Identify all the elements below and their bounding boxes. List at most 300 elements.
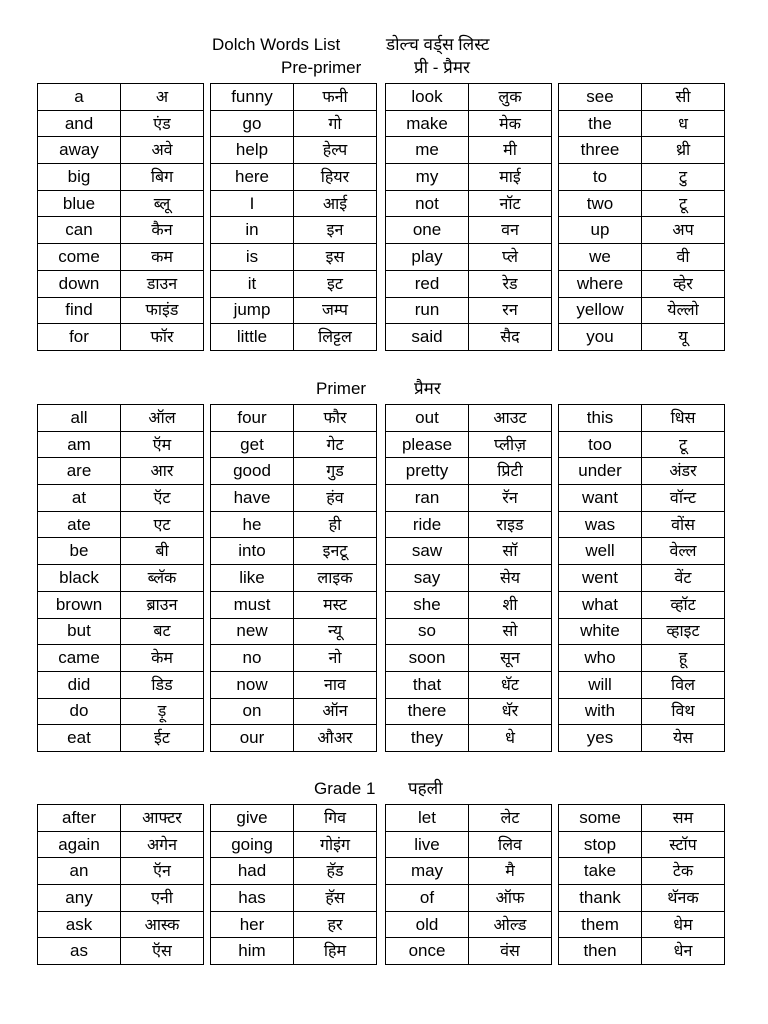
hindi-transliteration: धे <box>469 725 552 752</box>
section-name-hindi: प्री - प्रैमर <box>414 58 470 77</box>
hindi-transliteration: प्लीज़ <box>469 431 552 458</box>
hindi-transliteration: वी <box>642 244 725 271</box>
word-row <box>386 618 552 645</box>
hindi-transliteration: मस्ट <box>294 591 377 618</box>
english-word: they <box>386 725 469 752</box>
word-row <box>211 137 377 164</box>
english-word: see <box>559 84 642 111</box>
english-word: in <box>211 217 294 244</box>
hindi-transliteration: हू <box>642 645 725 672</box>
english-word: soon <box>386 645 469 672</box>
english-word: come <box>38 244 121 271</box>
english-word: and <box>38 110 121 137</box>
hindi-transliteration: डिड <box>121 671 204 698</box>
word-row <box>211 618 377 645</box>
word-row <box>211 511 377 538</box>
word-row <box>38 485 204 512</box>
word-row <box>559 725 725 752</box>
english-word: ride <box>386 511 469 538</box>
hindi-transliteration: आर <box>121 458 204 485</box>
hindi-transliteration: एनी <box>121 885 204 912</box>
word-row <box>386 698 552 725</box>
hindi-transliteration: विथ <box>642 698 725 725</box>
word-row <box>38 431 204 458</box>
english-word: but <box>38 618 121 645</box>
word-row <box>559 591 725 618</box>
english-word: well <box>559 538 642 565</box>
english-word: as <box>38 938 121 965</box>
hindi-transliteration: हॅस <box>294 885 377 912</box>
word-row <box>38 190 204 217</box>
hindi-transliteration: बट <box>121 618 204 645</box>
hindi-transliteration: हियर <box>294 164 377 191</box>
english-word: please <box>386 431 469 458</box>
hindi-transliteration: आउट <box>469 405 552 432</box>
hindi-transliteration: ब्राउन <box>121 591 204 618</box>
word-row <box>386 511 552 538</box>
word-row <box>559 297 725 324</box>
english-word: yellow <box>559 297 642 324</box>
hindi-transliteration: फॉर <box>121 324 204 351</box>
word-table-pre-primer-col-2 <box>210 83 377 351</box>
section-name-hindi: प्रैमर <box>414 379 441 398</box>
english-word: want <box>559 485 642 512</box>
word-row <box>559 431 725 458</box>
hindi-transliteration: ईट <box>121 725 204 752</box>
hindi-transliteration: केम <box>121 645 204 672</box>
word-row <box>559 858 725 885</box>
hindi-transliteration: फौर <box>294 405 377 432</box>
english-word: all <box>38 405 121 432</box>
english-word: must <box>211 591 294 618</box>
hindi-transliteration: डाउन <box>121 270 204 297</box>
word-row <box>211 671 377 698</box>
hindi-transliteration: लुक <box>469 84 552 111</box>
word-row <box>559 458 725 485</box>
english-word: going <box>211 831 294 858</box>
hindi-transliteration: ब्लू <box>121 190 204 217</box>
word-row <box>38 805 204 832</box>
section-name-hindi: पहली <box>408 779 443 798</box>
section-name-english: Grade 1 <box>314 779 376 798</box>
english-word: my <box>386 164 469 191</box>
english-word: like <box>211 565 294 592</box>
word-row <box>38 885 204 912</box>
word-row <box>559 137 725 164</box>
hindi-transliteration: ऍन <box>121 858 204 885</box>
title-english: Dolch Words List <box>212 35 341 54</box>
english-word: give <box>211 805 294 832</box>
word-row <box>38 618 204 645</box>
hindi-transliteration: टू <box>642 431 725 458</box>
english-word: two <box>559 190 642 217</box>
english-word: a <box>38 84 121 111</box>
hindi-transliteration: टू <box>642 190 725 217</box>
word-row <box>211 538 377 565</box>
english-word: white <box>559 618 642 645</box>
word-row <box>38 565 204 592</box>
hindi-transliteration: फनी <box>294 84 377 111</box>
word-row <box>386 217 552 244</box>
hindi-transliteration: मेक <box>469 110 552 137</box>
english-word: she <box>386 591 469 618</box>
hindi-transliteration: वॉन्ट <box>642 485 725 512</box>
word-row <box>386 84 552 111</box>
english-word: what <box>559 591 642 618</box>
hindi-transliteration: शी <box>469 591 552 618</box>
hindi-transliteration: गोइंग <box>294 831 377 858</box>
word-row <box>559 164 725 191</box>
hindi-transliteration: व्हेर <box>642 270 725 297</box>
hindi-transliteration: इस <box>294 244 377 271</box>
word-row <box>386 270 552 297</box>
english-word: who <box>559 645 642 672</box>
hindi-transliteration: वन <box>469 217 552 244</box>
word-row <box>211 831 377 858</box>
english-word: did <box>38 671 121 698</box>
word-row <box>559 538 725 565</box>
hindi-transliteration: रॅन <box>469 485 552 512</box>
word-row <box>38 84 204 111</box>
english-word: then <box>559 938 642 965</box>
english-word: get <box>211 431 294 458</box>
hindi-transliteration: अप <box>642 217 725 244</box>
word-row <box>38 137 204 164</box>
word-row <box>386 858 552 885</box>
word-row <box>211 217 377 244</box>
hindi-transliteration: फाइंड <box>121 297 204 324</box>
english-word: came <box>38 645 121 672</box>
english-word: on <box>211 698 294 725</box>
english-word: was <box>559 511 642 538</box>
hindi-transliteration: अंडर <box>642 458 725 485</box>
hindi-transliteration: ड़ू <box>121 698 204 725</box>
english-word: out <box>386 405 469 432</box>
word-row <box>559 324 725 351</box>
english-word: ran <box>386 485 469 512</box>
word-row <box>559 244 725 271</box>
hindi-transliteration: थॅनक <box>642 885 725 912</box>
english-word: so <box>386 618 469 645</box>
hindi-transliteration: गो <box>294 110 377 137</box>
english-word: away <box>38 137 121 164</box>
hindi-transliteration: धेन <box>642 938 725 965</box>
english-word: no <box>211 645 294 672</box>
word-row <box>38 164 204 191</box>
word-row <box>386 244 552 271</box>
hindi-transliteration: कम <box>121 244 204 271</box>
word-row <box>211 565 377 592</box>
english-word: good <box>211 458 294 485</box>
english-word: take <box>559 858 642 885</box>
english-word: are <box>38 458 121 485</box>
english-word: live <box>386 831 469 858</box>
hindi-transliteration: टेक <box>642 858 725 885</box>
hindi-transliteration: वेल्ल <box>642 538 725 565</box>
word-row <box>386 324 552 351</box>
english-word: said <box>386 324 469 351</box>
word-row <box>211 297 377 324</box>
word-row <box>386 831 552 858</box>
hindi-transliteration: सम <box>642 805 725 832</box>
hindi-transliteration: रन <box>469 297 552 324</box>
english-word: saw <box>386 538 469 565</box>
hindi-transliteration: प्रिटी <box>469 458 552 485</box>
hindi-transliteration: गुड <box>294 458 377 485</box>
hindi-transliteration: नॉट <box>469 190 552 217</box>
word-row <box>559 671 725 698</box>
english-word: ask <box>38 911 121 938</box>
hindi-transliteration: कैन <box>121 217 204 244</box>
word-row <box>386 805 552 832</box>
hindi-transliteration: लिट्टल <box>294 324 377 351</box>
word-row <box>211 458 377 485</box>
hindi-transliteration: धेम <box>642 911 725 938</box>
hindi-transliteration: ऑफ <box>469 885 552 912</box>
word-row <box>38 858 204 885</box>
word-row <box>386 110 552 137</box>
word-row <box>211 885 377 912</box>
word-row <box>38 671 204 698</box>
english-word: here <box>211 164 294 191</box>
hindi-transliteration: धॅट <box>469 671 552 698</box>
english-word: may <box>386 858 469 885</box>
word-row <box>211 190 377 217</box>
hindi-transliteration: इन <box>294 217 377 244</box>
hindi-transliteration: लिव <box>469 831 552 858</box>
english-word: her <box>211 911 294 938</box>
english-word: three <box>559 137 642 164</box>
english-word: again <box>38 831 121 858</box>
english-word: some <box>559 805 642 832</box>
hindi-transliteration: मै <box>469 858 552 885</box>
english-word: this <box>559 405 642 432</box>
hindi-transliteration: गिव <box>294 805 377 832</box>
english-word: have <box>211 485 294 512</box>
english-word: say <box>386 565 469 592</box>
english-word: big <box>38 164 121 191</box>
hindi-transliteration: सी <box>642 84 725 111</box>
hindi-transliteration: रेड <box>469 270 552 297</box>
hindi-transliteration: विल <box>642 671 725 698</box>
title-hindi: डोल्च वर्ड्स लिस्ट <box>386 35 490 54</box>
english-word: we <box>559 244 642 271</box>
word-row <box>386 164 552 191</box>
word-row <box>559 698 725 725</box>
word-table-pre-primer-col-1 <box>37 83 204 351</box>
word-row <box>38 511 204 538</box>
word-row <box>38 698 204 725</box>
english-word: of <box>386 885 469 912</box>
english-word: he <box>211 511 294 538</box>
english-word: four <box>211 405 294 432</box>
english-word: pretty <box>386 458 469 485</box>
hindi-transliteration: धिस <box>642 405 725 432</box>
word-row <box>386 645 552 672</box>
hindi-transliteration: हंव <box>294 485 377 512</box>
hindi-transliteration: बी <box>121 538 204 565</box>
word-row <box>559 217 725 244</box>
hindi-transliteration: आफ्टर <box>121 805 204 832</box>
hindi-transliteration: नाव <box>294 671 377 698</box>
word-row <box>386 938 552 965</box>
english-word: has <box>211 885 294 912</box>
english-word: black <box>38 565 121 592</box>
hindi-transliteration: औअर <box>294 725 377 752</box>
word-table-grade-1-col-4 <box>558 804 725 965</box>
english-word: help <box>211 137 294 164</box>
english-word: not <box>386 190 469 217</box>
hindi-transliteration: स्टॉप <box>642 831 725 858</box>
hindi-transliteration: ओल्ड <box>469 911 552 938</box>
hindi-transliteration: वेंट <box>642 565 725 592</box>
hindi-transliteration: हर <box>294 911 377 938</box>
english-word: under <box>559 458 642 485</box>
document-title <box>0 33 768 57</box>
word-row <box>211 324 377 351</box>
hindi-transliteration: सैद <box>469 324 552 351</box>
hindi-transliteration: गेट <box>294 431 377 458</box>
hindi-transliteration: हेल्प <box>294 137 377 164</box>
word-row <box>559 190 725 217</box>
hindi-transliteration: मी <box>469 137 552 164</box>
english-word: funny <box>211 84 294 111</box>
hindi-transliteration: इनटू <box>294 538 377 565</box>
hindi-transliteration: ही <box>294 511 377 538</box>
english-word: new <box>211 618 294 645</box>
english-word: I <box>211 190 294 217</box>
word-row <box>559 805 725 832</box>
word-table-grade-1-col-1 <box>37 804 204 965</box>
hindi-transliteration: जम्प <box>294 297 377 324</box>
english-word: look <box>386 84 469 111</box>
word-row <box>386 725 552 752</box>
word-row <box>211 485 377 512</box>
english-word: now <box>211 671 294 698</box>
word-row <box>211 858 377 885</box>
word-row <box>211 110 377 137</box>
word-row <box>38 831 204 858</box>
english-word: little <box>211 324 294 351</box>
english-word: make <box>386 110 469 137</box>
word-row <box>38 270 204 297</box>
word-row <box>386 591 552 618</box>
word-row <box>211 164 377 191</box>
english-word: any <box>38 885 121 912</box>
section-title-pre-primer <box>0 56 768 80</box>
hindi-transliteration: लेट <box>469 805 552 832</box>
hindi-transliteration: प्ले <box>469 244 552 271</box>
hindi-transliteration: सेय <box>469 565 552 592</box>
english-word: stop <box>559 831 642 858</box>
english-word: be <box>38 538 121 565</box>
hindi-transliteration: एट <box>121 511 204 538</box>
english-word: into <box>211 538 294 565</box>
word-row <box>38 458 204 485</box>
word-table-primer-col-1 <box>37 404 204 752</box>
english-word: red <box>386 270 469 297</box>
english-word: play <box>386 244 469 271</box>
word-row <box>38 725 204 752</box>
english-word: brown <box>38 591 121 618</box>
word-row <box>211 725 377 752</box>
hindi-transliteration: सो <box>469 618 552 645</box>
hindi-transliteration: ऍस <box>121 938 204 965</box>
hindi-transliteration: थ्री <box>642 137 725 164</box>
english-word: am <box>38 431 121 458</box>
english-word: our <box>211 725 294 752</box>
word-table-grade-1-col-2 <box>210 804 377 965</box>
hindi-transliteration: व्हाइट <box>642 618 725 645</box>
section-title-primer <box>0 377 768 401</box>
word-row <box>38 538 204 565</box>
hindi-transliteration: ऍट <box>121 485 204 512</box>
word-row <box>559 938 725 965</box>
english-word: too <box>559 431 642 458</box>
english-word: the <box>559 110 642 137</box>
english-word: had <box>211 858 294 885</box>
english-word: is <box>211 244 294 271</box>
hindi-transliteration: ऑल <box>121 405 204 432</box>
word-row <box>559 618 725 645</box>
word-row <box>211 270 377 297</box>
word-row <box>386 405 552 432</box>
hindi-transliteration: एंड <box>121 110 204 137</box>
hindi-transliteration: वोंस <box>642 511 725 538</box>
hindi-transliteration: बिग <box>121 164 204 191</box>
section-name-english: Pre-primer <box>281 58 362 77</box>
word-table-primer-col-4 <box>558 404 725 752</box>
word-row <box>386 297 552 324</box>
word-row <box>559 84 725 111</box>
english-word: eat <box>38 725 121 752</box>
english-word: at <box>38 485 121 512</box>
english-word: down <box>38 270 121 297</box>
english-word: jump <box>211 297 294 324</box>
hindi-transliteration: धॅर <box>469 698 552 725</box>
hindi-transliteration: टु <box>642 164 725 191</box>
section-title-grade-1 <box>0 777 768 801</box>
word-row <box>38 938 204 965</box>
word-row <box>386 671 552 698</box>
english-word: do <box>38 698 121 725</box>
english-word: blue <box>38 190 121 217</box>
section-name-english: Primer <box>316 379 367 398</box>
word-row <box>386 458 552 485</box>
word-row <box>211 84 377 111</box>
english-word: go <box>211 110 294 137</box>
word-table-pre-primer-col-4 <box>558 83 725 351</box>
word-table-primer-col-2 <box>210 404 377 752</box>
word-row <box>386 885 552 912</box>
english-word: up <box>559 217 642 244</box>
word-row <box>559 885 725 912</box>
word-row <box>211 698 377 725</box>
hindi-transliteration: माई <box>469 164 552 191</box>
word-row <box>38 217 204 244</box>
word-row <box>38 244 204 271</box>
hindi-transliteration: न्यू <box>294 618 377 645</box>
hindi-transliteration: राइड <box>469 511 552 538</box>
hindi-transliteration: आस्क <box>121 911 204 938</box>
english-word: them <box>559 911 642 938</box>
word-row <box>559 911 725 938</box>
hindi-transliteration: येस <box>642 725 725 752</box>
hindi-transliteration: हिम <box>294 938 377 965</box>
english-word: one <box>386 217 469 244</box>
word-table-grade-1-col-3 <box>385 804 552 965</box>
english-word: an <box>38 858 121 885</box>
